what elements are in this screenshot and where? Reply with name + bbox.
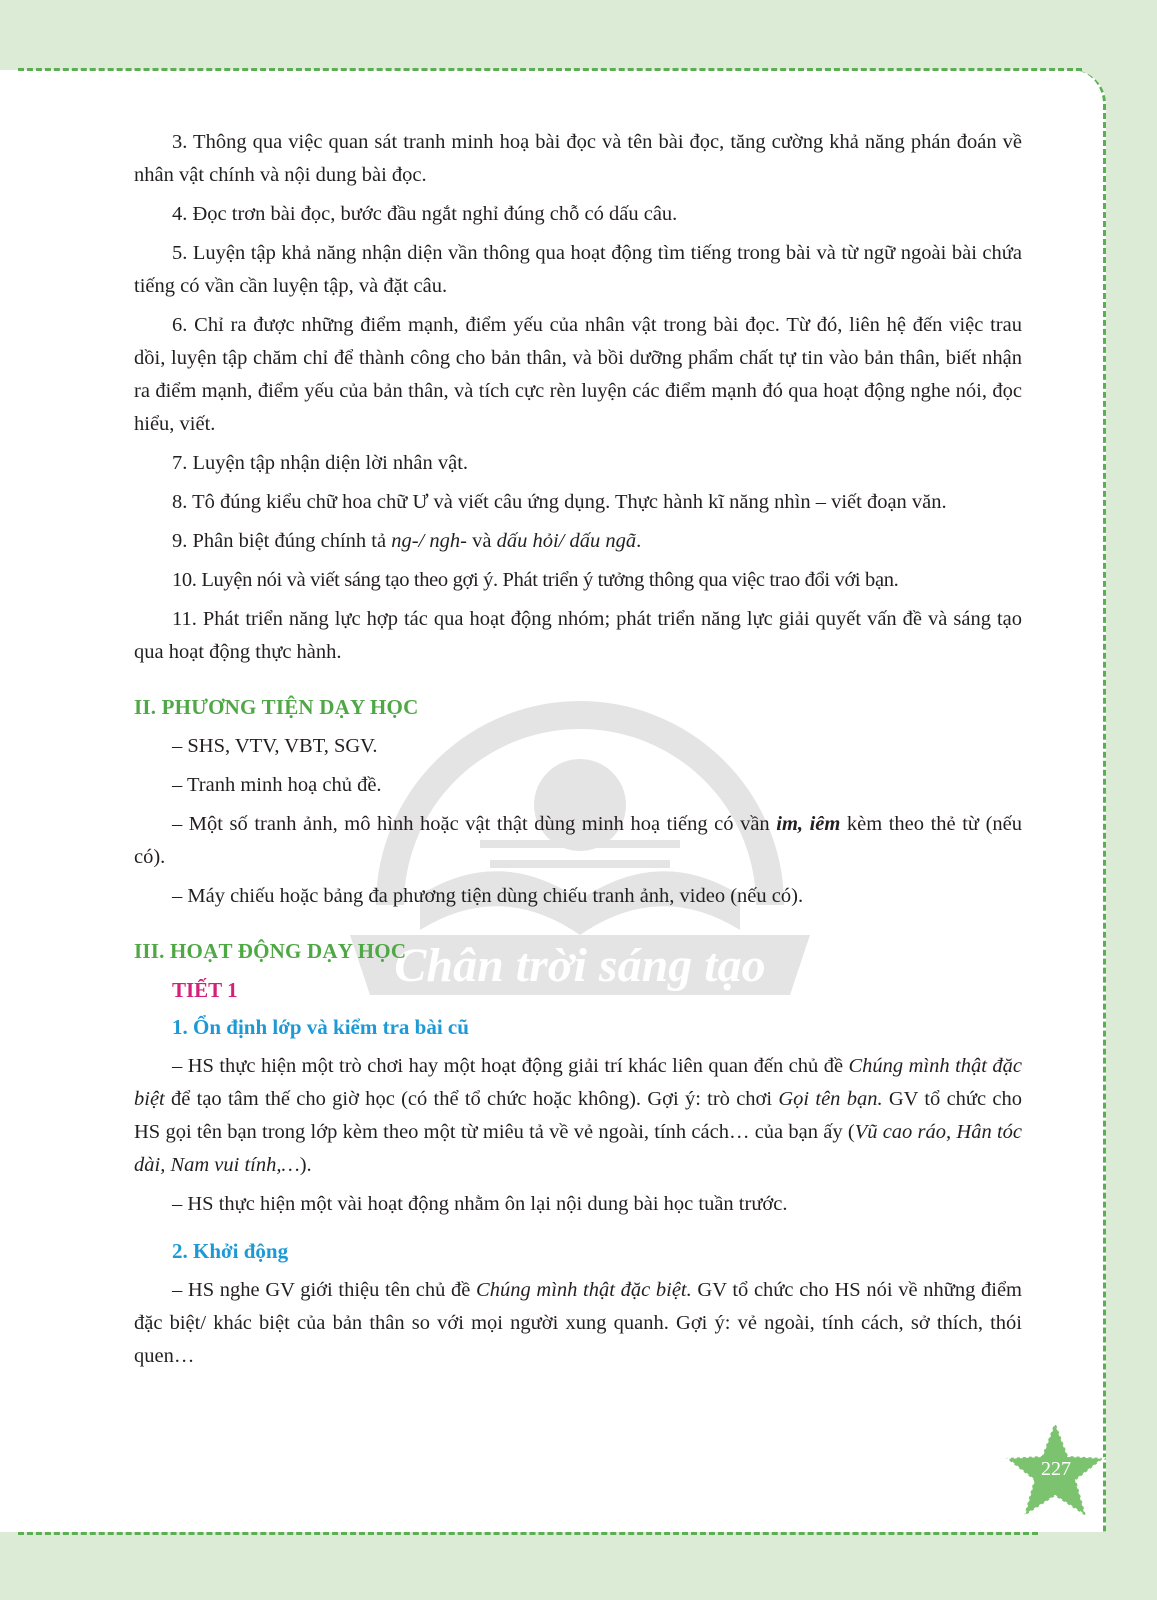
objective-10: 10. Luyện nói và viết sáng tạo theo gợi ý. Phát triển ý tưởng thông qua việc trao đổi với bạn. [172, 569, 899, 591]
objective-11: 11. Phát triển năng lực hợp tác qua hoạt động nhóm; phát triển năng lực giải quyết vấn đề và sáng tạo qua hoạt động thực hành. [134, 608, 1022, 663]
objective-4: 4. Đọc trơn bài đọc, bước đầu ngắt nghỉ đúng chỗ có dấu câu. [172, 203, 678, 225]
materials-item-1: – SHS, VTV, VBT, SGV. [172, 735, 378, 757]
period-1-heading: TIẾT 1 [172, 978, 238, 1002]
objective-6: 6. Chỉ ra được những điểm mạnh, điểm yếu của nhân vật trong bài đọc. Từ đó, liên hệ đến việc trau dồi, luyện tập chăm chỉ để thành công cho bản thân, và bồi dưỡng phẩm chất tự tin vào bản thân, biết nhận ra điểm mạnh, điểm yếu của bản thân, và tích cực rèn luyện các điểm mạnh đó qua hoạt động nghe nói, đọc hiểu, viết. [134, 314, 1022, 435]
page-number: 227 [1041, 1458, 1071, 1480]
materials-item-3: – Một số tranh ảnh, mô hình hoặc vật thật dùng minh hoạ tiếng có vần im, iêm kèm theo thẻ từ (nếu có). [134, 813, 1022, 868]
objective-7: 7. Luyện tập nhận diện lời nhân vật. [172, 452, 469, 474]
section-2-heading: II. PHƯƠNG TIỆN DẠY HỌC [134, 695, 419, 719]
main-content [134, 126, 1022, 1379]
objective-3: 3. Thông qua việc quan sát tranh minh hoạ bài đọc và tên bài đọc, tăng cường khả năng phán đoán về nhân vật chính và nội dung bài đọc. [134, 131, 1022, 186]
startup-paragraph: – HS nghe GV giới thiệu tên chủ đề Chúng mình thật đặc biệt. GV tổ chức cho HS nói về những điểm đặc biệt/ khác biệt của bản thân so với mọi người xung quanh. Gợi ý: vẻ ngoài, tính cách, sở thích, thói quen… [134, 1279, 1022, 1367]
materials-item-2: – Tranh minh hoạ chủ đề. [172, 774, 382, 796]
objective-8: 8. Tô đúng kiểu chữ hoa chữ Ư và viết câu ứng dụng. Thực hành kĩ năng nhìn – viết đoạn văn. [172, 491, 947, 513]
materials-item-4: – Máy chiếu hoặc bảng đa phương tiện dùng chiếu tranh ảnh, video (nếu có). [172, 885, 804, 907]
top-dashed-border [18, 68, 1082, 71]
subsection-1-heading: 1. Ổn định lớp và kiểm tra bài cũ [172, 1015, 469, 1039]
objective-5: 5. Luyện tập khả năng nhận diện vần thông qua hoạt động tìm tiếng trong bài và từ ngữ ngoài bài chứa tiếng có vần cần luyện tập, và đặt câu. [134, 242, 1022, 297]
section-3-heading: III. HOẠT ĐỘNG DẠY HỌC [134, 939, 407, 963]
warmup-paragraph-2: – HS thực hiện một vài hoạt động nhằm ôn lại nội dung bài học tuần trước. [172, 1193, 788, 1215]
subsection-2-heading: 2. Khởi động [172, 1239, 289, 1263]
warmup-paragraph-1: – HS thực hiện một trò chơi hay một hoạt động giải trí khác liên quan đến chủ đề Chúng mình thật đặc biệt để tạo tâm thế cho giờ học (có thể tổ chức hoặc không). Gợi ý: trò chơi Gọi tên bạn. GV tổ chức cho HS gọi tên bạn trong lớp kèm theo một từ miêu tả về vẻ ngoài, tính cách… của bạn ấy (Vũ cao ráo, Hân tóc dài, Nam vui tính,…). [134, 1055, 1023, 1176]
bottom-dashed-border [18, 1532, 1038, 1535]
objective-9: 9. Phân biệt đúng chính tả ng-/ ngh- và dấu hỏi/ dấu ngã. [172, 530, 642, 552]
